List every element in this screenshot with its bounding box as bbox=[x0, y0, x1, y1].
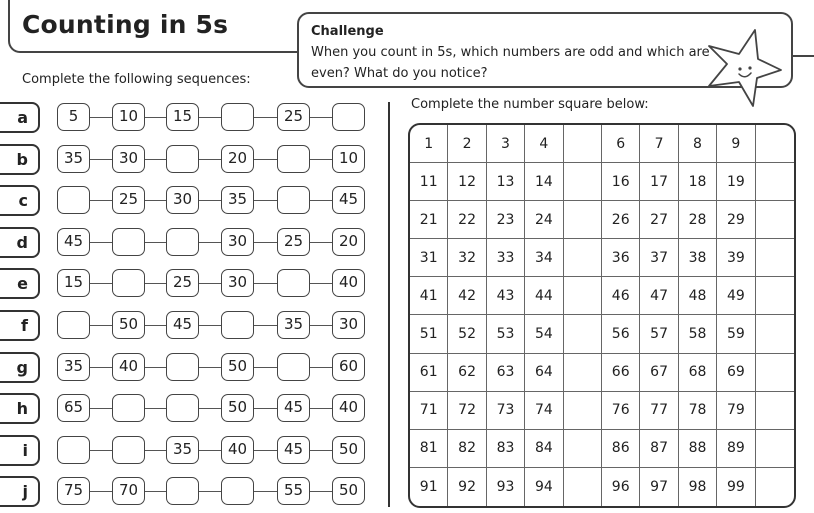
sequence-cell: 45 bbox=[277, 436, 310, 464]
number-square-blank-cell[interactable] bbox=[756, 239, 794, 277]
sequence-connector-line bbox=[58, 325, 364, 326]
sequence-cell: 50 bbox=[332, 477, 365, 505]
sequence-cell: 10 bbox=[332, 145, 365, 173]
number-square-blank-cell[interactable] bbox=[564, 430, 602, 468]
number-square-cell: 67 bbox=[640, 354, 678, 392]
sequence-blank-cell[interactable] bbox=[112, 228, 145, 256]
number-square-blank-cell[interactable] bbox=[564, 468, 602, 506]
number-square bbox=[408, 123, 796, 508]
sequence-blank-cell[interactable] bbox=[166, 228, 199, 256]
sequence-cell: 35 bbox=[277, 311, 310, 339]
number-square-cell: 23 bbox=[487, 201, 525, 239]
challenge-heading: Challenge bbox=[311, 24, 384, 39]
number-square-cell: 53 bbox=[487, 315, 525, 353]
sequence-cell: 40 bbox=[112, 353, 145, 381]
sequence-label: e bbox=[0, 268, 40, 299]
number-square-cell: 18 bbox=[679, 163, 717, 201]
sequence-connector-line bbox=[58, 242, 364, 243]
sequence-cell: 50 bbox=[112, 311, 145, 339]
sequence-cell: 25 bbox=[166, 269, 199, 297]
number-square-cell: 17 bbox=[640, 163, 678, 201]
sequence-blank-cell[interactable] bbox=[332, 103, 365, 131]
number-square-cell: 21 bbox=[410, 201, 448, 239]
sequence-blank-cell[interactable] bbox=[112, 269, 145, 297]
number-square-cell: 63 bbox=[487, 354, 525, 392]
number-square-cell: 29 bbox=[717, 201, 755, 239]
sequence-cell: 45 bbox=[332, 186, 365, 214]
sequence-cell: 50 bbox=[221, 394, 254, 422]
number-square-cell: 14 bbox=[525, 163, 563, 201]
sequence-connector-line bbox=[58, 200, 364, 201]
number-square-cell: 96 bbox=[602, 468, 640, 506]
number-square-cell: 92 bbox=[448, 468, 486, 506]
number-square-cell: 1 bbox=[410, 125, 448, 163]
number-square-cell: 93 bbox=[487, 468, 525, 506]
number-square-cell: 43 bbox=[487, 277, 525, 315]
sequence-cell: 35 bbox=[166, 436, 199, 464]
sequence-connector-line bbox=[58, 283, 364, 284]
number-square-cell: 27 bbox=[640, 201, 678, 239]
sequence-cell: 25 bbox=[277, 228, 310, 256]
number-square-cell: 68 bbox=[679, 354, 717, 392]
number-square-cell: 8 bbox=[679, 125, 717, 163]
number-square-cell: 46 bbox=[602, 277, 640, 315]
number-square-cell: 61 bbox=[410, 354, 448, 392]
number-square-cell: 84 bbox=[525, 430, 563, 468]
number-square-cell: 36 bbox=[602, 239, 640, 277]
number-square-cell: 32 bbox=[448, 239, 486, 277]
number-square-cell: 88 bbox=[679, 430, 717, 468]
number-square-blank-cell[interactable] bbox=[564, 315, 602, 353]
sequence-label: j bbox=[0, 476, 40, 507]
number-square-cell: 16 bbox=[602, 163, 640, 201]
number-square-blank-cell[interactable] bbox=[756, 468, 794, 506]
sequence-cell: 20 bbox=[221, 145, 254, 173]
number-square-cell: 99 bbox=[717, 468, 755, 506]
number-square-cell: 59 bbox=[717, 315, 755, 353]
number-square-blank-cell[interactable] bbox=[564, 277, 602, 315]
sequence-blank-cell[interactable] bbox=[277, 186, 310, 214]
page-title: Counting in 5s bbox=[22, 10, 229, 39]
number-square-cell: 31 bbox=[410, 239, 448, 277]
sequence-label: a bbox=[0, 102, 40, 133]
sequence-connector-line bbox=[58, 117, 364, 118]
sequence-cell: 50 bbox=[221, 353, 254, 381]
sequence-cell: 15 bbox=[166, 103, 199, 131]
sequence-cell: 30 bbox=[221, 269, 254, 297]
number-square-cell: 77 bbox=[640, 392, 678, 430]
sequence-blank-cell[interactable] bbox=[112, 394, 145, 422]
number-square-blank-cell[interactable] bbox=[756, 430, 794, 468]
number-square-cell: 34 bbox=[525, 239, 563, 277]
number-square-cell: 28 bbox=[679, 201, 717, 239]
sequence-cell: 45 bbox=[57, 228, 90, 256]
number-square-blank-cell[interactable] bbox=[756, 392, 794, 430]
number-square-cell: 56 bbox=[602, 315, 640, 353]
sequence-cell: 10 bbox=[112, 103, 145, 131]
sequence-cell: 15 bbox=[57, 269, 90, 297]
sequence-cell: 45 bbox=[277, 394, 310, 422]
number-square-blank-cell[interactable] bbox=[564, 392, 602, 430]
sequence-blank-cell[interactable] bbox=[221, 477, 254, 505]
number-square-cell: 48 bbox=[679, 277, 717, 315]
number-square-cell: 66 bbox=[602, 354, 640, 392]
sequence-cell: 25 bbox=[112, 186, 145, 214]
number-square-cell: 26 bbox=[602, 201, 640, 239]
star-icon bbox=[703, 24, 783, 112]
number-square-cell: 52 bbox=[448, 315, 486, 353]
number-square-cell: 47 bbox=[640, 277, 678, 315]
number-square-cell: 72 bbox=[448, 392, 486, 430]
sequence-cell: 60 bbox=[332, 353, 365, 381]
sequence-cell: 55 bbox=[277, 477, 310, 505]
sequence-cell: 65 bbox=[57, 394, 90, 422]
number-square-cell: 51 bbox=[410, 315, 448, 353]
sequence-connector-line bbox=[58, 491, 364, 492]
challenge-text: When you count in 5s, which numbers are odd and which are even? What do you notice? bbox=[311, 45, 710, 81]
sequence-blank-cell[interactable] bbox=[166, 394, 199, 422]
number-square-cell: 19 bbox=[717, 163, 755, 201]
number-square-cell: 79 bbox=[717, 392, 755, 430]
sequence-blank-cell[interactable] bbox=[57, 311, 90, 339]
number-square-cell: 62 bbox=[448, 354, 486, 392]
number-square-blank-cell[interactable] bbox=[756, 277, 794, 315]
sequence-label: b bbox=[0, 144, 40, 175]
number-square-cell: 57 bbox=[640, 315, 678, 353]
number-square-cell: 4 bbox=[525, 125, 563, 163]
number-square-cell: 58 bbox=[679, 315, 717, 353]
sequence-connector-line bbox=[58, 367, 364, 368]
number-square-cell: 37 bbox=[640, 239, 678, 277]
sequence-cell: 30 bbox=[112, 145, 145, 173]
sequence-cell: 25 bbox=[277, 103, 310, 131]
number-square-blank-cell[interactable] bbox=[564, 354, 602, 392]
number-square-blank-cell[interactable] bbox=[756, 354, 794, 392]
sequence-connector-line bbox=[58, 408, 364, 409]
sequence-blank-cell[interactable] bbox=[166, 477, 199, 505]
sequence-blank-cell[interactable] bbox=[277, 269, 310, 297]
number-square-cell: 94 bbox=[525, 468, 563, 506]
sequence-cell: 30 bbox=[332, 311, 365, 339]
number-square-cell: 13 bbox=[487, 163, 525, 201]
sequence-label: f bbox=[0, 310, 40, 341]
sequence-label: h bbox=[0, 393, 40, 424]
number-square-cell: 78 bbox=[679, 392, 717, 430]
number-square-cell: 49 bbox=[717, 277, 755, 315]
sequence-blank-cell[interactable] bbox=[57, 186, 90, 214]
number-square-blank-cell[interactable] bbox=[564, 239, 602, 277]
sequence-cell: 30 bbox=[221, 228, 254, 256]
number-square-cell: 41 bbox=[410, 277, 448, 315]
sequence-cell: 35 bbox=[57, 353, 90, 381]
sequences-instruction: Complete the following sequences: bbox=[22, 72, 251, 87]
number-square-cell: 83 bbox=[487, 430, 525, 468]
number-square-cell: 98 bbox=[679, 468, 717, 506]
number-square-cell: 74 bbox=[525, 392, 563, 430]
sequence-cell: 35 bbox=[57, 145, 90, 173]
number-square-cell: 82 bbox=[448, 430, 486, 468]
sequence-connector-line bbox=[58, 159, 364, 160]
sequence-cell: 20 bbox=[332, 228, 365, 256]
number-square-cell: 24 bbox=[525, 201, 563, 239]
number-square-cell: 73 bbox=[487, 392, 525, 430]
number-square-cell: 33 bbox=[487, 239, 525, 277]
sequence-label: d bbox=[0, 227, 40, 258]
sequence-connector-line bbox=[58, 450, 364, 451]
number-square-blank-cell[interactable] bbox=[756, 315, 794, 353]
number-square-blank-cell[interactable] bbox=[564, 201, 602, 239]
number-square-cell: 6 bbox=[602, 125, 640, 163]
sequence-cell: 5 bbox=[57, 103, 90, 131]
sequence-label: g bbox=[0, 352, 40, 383]
sequence-cell: 40 bbox=[221, 436, 254, 464]
sequence-cell: 70 bbox=[112, 477, 145, 505]
sequence-cell: 30 bbox=[166, 186, 199, 214]
number-square-cell: 69 bbox=[717, 354, 755, 392]
sequence-blank-cell[interactable] bbox=[277, 145, 310, 173]
sequence-blank-cell[interactable] bbox=[112, 436, 145, 464]
number-square-cell: 76 bbox=[602, 392, 640, 430]
sequence-cell: 40 bbox=[332, 269, 365, 297]
column-divider bbox=[388, 102, 390, 507]
number-square-blank-cell[interactable] bbox=[564, 163, 602, 201]
number-square-cell: 71 bbox=[410, 392, 448, 430]
number-square-cell: 87 bbox=[640, 430, 678, 468]
number-square-cell: 86 bbox=[602, 430, 640, 468]
sequence-cell: 75 bbox=[57, 477, 90, 505]
number-square-cell: 2 bbox=[448, 125, 486, 163]
number-square-cell: 44 bbox=[525, 277, 563, 315]
number-square-cell: 3 bbox=[487, 125, 525, 163]
number-square-cell: 91 bbox=[410, 468, 448, 506]
number-square-cell: 11 bbox=[410, 163, 448, 201]
sequence-cell: 50 bbox=[332, 436, 365, 464]
sequence-cell: 40 bbox=[332, 394, 365, 422]
number-square-cell: 12 bbox=[448, 163, 486, 201]
sequence-label: c bbox=[0, 185, 40, 216]
number-square-instruction: Complete the number square below: bbox=[411, 97, 649, 112]
number-square-cell: 42 bbox=[448, 277, 486, 315]
number-square-blank-cell[interactable] bbox=[756, 201, 794, 239]
sequence-cell: 35 bbox=[221, 186, 254, 214]
number-square-cell: 81 bbox=[410, 430, 448, 468]
number-square-cell: 54 bbox=[525, 315, 563, 353]
number-square-cell: 22 bbox=[448, 201, 486, 239]
sequence-blank-cell[interactable] bbox=[221, 311, 254, 339]
number-square-cell: 7 bbox=[640, 125, 678, 163]
sequence-cell: 45 bbox=[166, 311, 199, 339]
number-square-cell: 64 bbox=[525, 354, 563, 392]
number-square-cell: 9 bbox=[717, 125, 755, 163]
number-square-cell: 39 bbox=[717, 239, 755, 277]
number-square-blank-cell[interactable] bbox=[564, 125, 602, 163]
sequence-blank-cell[interactable] bbox=[221, 103, 254, 131]
sequence-blank-cell[interactable] bbox=[57, 436, 90, 464]
number-square-cell: 97 bbox=[640, 468, 678, 506]
number-square-blank-cell[interactable] bbox=[756, 163, 794, 201]
sequence-blank-cell[interactable] bbox=[277, 353, 310, 381]
sequence-blank-cell[interactable] bbox=[166, 145, 199, 173]
sequence-label: i bbox=[0, 435, 40, 466]
number-square-cell: 38 bbox=[679, 239, 717, 277]
number-square-blank-cell[interactable] bbox=[756, 125, 794, 163]
challenge-connector bbox=[793, 55, 814, 57]
number-square-cell: 89 bbox=[717, 430, 755, 468]
sequence-blank-cell[interactable] bbox=[166, 353, 199, 381]
